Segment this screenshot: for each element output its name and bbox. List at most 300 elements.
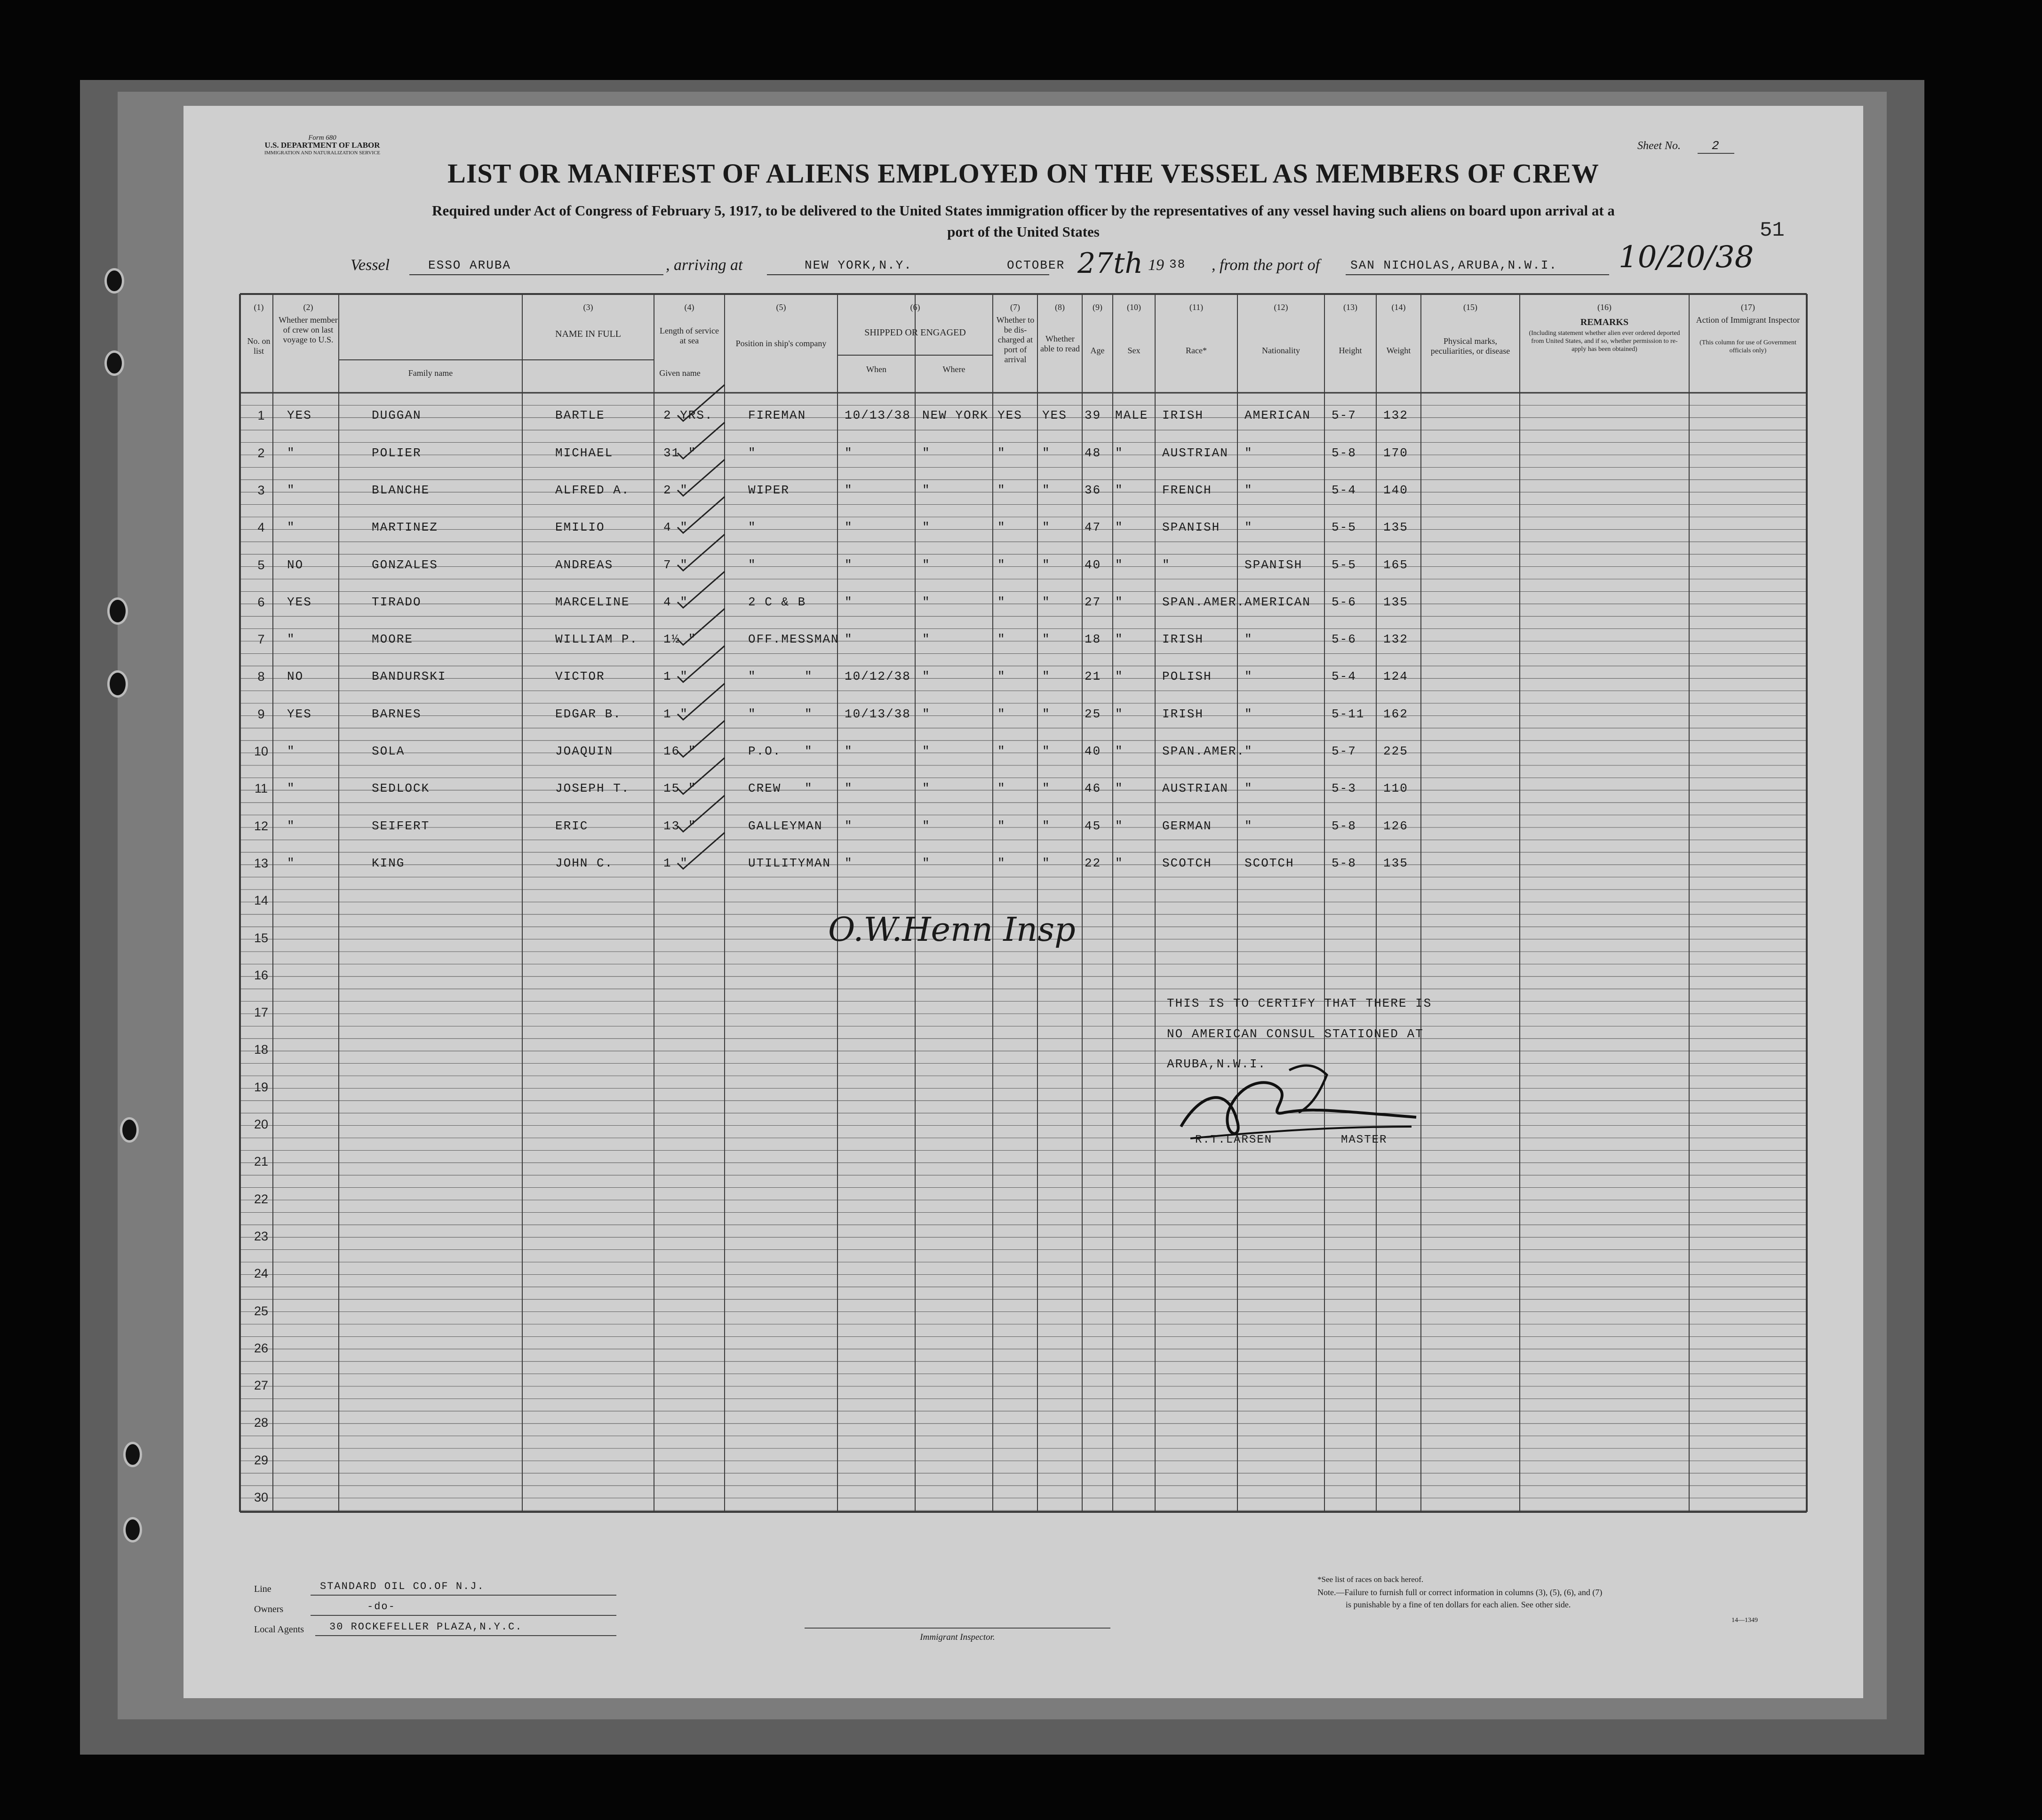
cell-no: 10 — [254, 744, 269, 758]
cell-height: 5-8 — [1332, 856, 1356, 870]
cell-sex: " — [1115, 632, 1124, 647]
cell-family: SOLA — [372, 744, 405, 758]
cell-when: " — [845, 781, 853, 796]
form-subtitle-1: Required under Act of Congress of February 5, 1917, to be delivered to the United States immigration officer by the representatives of any vessel having such aliens on board upon arrival at a — [432, 202, 1615, 219]
cell-no: 8 — [257, 669, 265, 684]
cell-position: " — [748, 445, 757, 460]
cell-where: " — [922, 669, 931, 684]
cell-height: 5-4 — [1332, 669, 1356, 684]
cell-position: " — [748, 669, 757, 684]
cell-where: " — [922, 819, 931, 833]
cell-crew: " — [287, 781, 295, 796]
cell-race: SCOTCH — [1162, 856, 1212, 870]
cell-family: BARNES — [372, 707, 422, 721]
cell-read: " — [1042, 781, 1051, 796]
cell-given: BARTLE — [555, 408, 605, 423]
cell-height: 5-4 — [1332, 483, 1356, 497]
cell-height: 5-5 — [1332, 557, 1356, 572]
certification-line-3: ARUBA,N.W.I. — [1167, 1057, 1267, 1071]
row-number: 16 — [254, 968, 269, 982]
cell-weight: 110 — [1383, 781, 1408, 796]
cell-nationality: AMERICAN — [1244, 595, 1311, 609]
cell-discharged: " — [997, 632, 1006, 647]
col17-label: Action of Immigrant Inspector — [1696, 315, 1800, 325]
line-label: Line — [254, 1584, 271, 1594]
inspector-label: Immigrant Inspector. — [920, 1632, 995, 1642]
col2-number: (2) — [303, 302, 313, 312]
cell-race: " — [1162, 557, 1171, 572]
cell-no: 4 — [257, 520, 265, 535]
cell-weight: 126 — [1383, 819, 1408, 833]
col9-number: (9) — [1093, 302, 1102, 312]
col15-label: Physical marks, peculiarities, or disease — [1430, 336, 1510, 356]
arrival-month: OCTOBER — [1007, 258, 1065, 272]
cell-service: 1 " — [663, 669, 688, 684]
cell-sex: " — [1115, 781, 1124, 796]
cell-where: " — [922, 744, 931, 758]
cell-where: NEW YORK — [922, 408, 989, 423]
cell-discharged: " — [997, 557, 1006, 572]
cell-family: MARTINEZ — [372, 520, 438, 535]
cell-race: AUSTRIAN — [1162, 445, 1228, 460]
col3-number: (3) — [583, 302, 593, 312]
line-value: STANDARD OIL CO.OF N.J. — [320, 1581, 485, 1592]
cell-crew: " — [287, 520, 295, 535]
cell-read: " — [1042, 445, 1051, 460]
row-number: 23 — [254, 1229, 269, 1243]
cell-weight: 132 — [1383, 408, 1408, 423]
row-number: 15 — [254, 930, 269, 945]
cell-age: 25 — [1085, 707, 1101, 721]
cell-sex: " — [1115, 707, 1124, 721]
cell-discharged: " — [997, 520, 1006, 535]
col1-label: No. on list — [247, 336, 271, 356]
cell-race: SPANISH — [1162, 520, 1220, 535]
cell-read: " — [1042, 856, 1051, 870]
row-number: 17 — [254, 1005, 269, 1020]
cell-height: 5-11 — [1332, 707, 1365, 721]
cell-weight: 135 — [1383, 595, 1408, 609]
col17-sub: (This column for use of Government officials only) — [1699, 339, 1796, 354]
cell-read: " — [1042, 669, 1051, 684]
cell-race: IRISH — [1162, 408, 1204, 423]
cell-family: SEDLOCK — [372, 781, 430, 796]
cell-height: 5-8 — [1332, 445, 1356, 460]
cell-service: 1 " — [663, 856, 688, 870]
departure-port: SAN NICHOLAS,ARUBA,N.W.I. — [1350, 258, 1558, 272]
owners-value: -do- — [367, 1601, 396, 1613]
col3-label: NAME IN FULL — [555, 329, 621, 339]
col3-given: Given name — [659, 368, 701, 378]
cell-read: " — [1042, 744, 1051, 758]
cell-nationality: AMERICAN — [1244, 408, 1311, 423]
cell-sex: MALE — [1115, 408, 1149, 423]
cell-read: " — [1042, 520, 1051, 535]
binder-ring — [107, 670, 128, 698]
form-title: LIST OR MANIFEST OF ALIENS EMPLOYED ON THE VESSEL AS MEMBERS OF CREW — [447, 158, 1599, 189]
inspector-note: O.W.Henn Insp — [828, 910, 1076, 949]
cell-race: IRISH — [1162, 632, 1204, 647]
row-number: 20 — [254, 1117, 269, 1131]
cell-race: POLISH — [1162, 669, 1212, 684]
cell-position: UTILITYMAN — [748, 856, 831, 870]
cell-position: " — [748, 557, 757, 572]
cell-family: SEIFERT — [372, 819, 430, 833]
cell-where: " — [922, 557, 931, 572]
cell-position: FIREMAN — [748, 408, 806, 423]
col10-label: Sex — [1127, 346, 1141, 355]
cell-when: " — [845, 520, 853, 535]
cell-sex: " — [1115, 744, 1124, 758]
cell-sex: " — [1115, 595, 1124, 609]
cell-family: DUGGAN — [372, 408, 422, 423]
cell-when: " — [845, 595, 853, 609]
col17-number: (17) — [1741, 302, 1755, 312]
vessel-label: Vessel — [351, 256, 390, 274]
cell-no: 9 — [257, 707, 265, 721]
cell-height: 5-5 — [1332, 520, 1356, 535]
row-number: 24 — [254, 1266, 269, 1281]
col3-family: Family name — [408, 368, 453, 378]
cell-read: " — [1042, 483, 1051, 497]
col7-label: Whether to be dis-charged at port of arrival — [996, 315, 1035, 364]
cell-when: " — [845, 856, 853, 870]
form-number: Form 680 — [308, 134, 336, 142]
handwritten-date: 10/20/38 — [1619, 240, 1754, 275]
col8-number: (8) — [1055, 302, 1065, 312]
manifest-sheet — [183, 106, 1863, 1698]
cell-given: MARCELINE — [555, 595, 630, 609]
col13-label: Height — [1339, 346, 1362, 355]
cell-weight: 132 — [1383, 632, 1408, 647]
col4-number: (4) — [684, 302, 694, 312]
col7-number: (7) — [1010, 302, 1020, 312]
cell-given: EMILIO — [555, 520, 605, 535]
cell-age: 36 — [1085, 483, 1101, 497]
cell-crew: NO — [287, 669, 304, 684]
cell-nationality: SPANISH — [1244, 557, 1303, 572]
line-underline — [311, 1595, 616, 1596]
cell-race: AUSTRIAN — [1162, 781, 1228, 796]
form-subtitle-2: port of the United States — [947, 223, 1100, 240]
cell-crew: " — [287, 819, 295, 833]
cell-position: OFF.MESSMAN — [748, 632, 839, 647]
cell-where: " — [922, 781, 931, 796]
cell-when: " — [845, 557, 853, 572]
col16-label: REMARKS — [1580, 317, 1629, 327]
cell-pos-extra: " — [805, 744, 813, 758]
binder-ring — [104, 350, 124, 376]
cell-position: CREW — [748, 781, 782, 796]
check-mark-icon — [673, 606, 729, 649]
cell-height: 5-7 — [1332, 744, 1356, 758]
cell-when: " — [845, 632, 853, 647]
year-prefix: 19 — [1148, 256, 1164, 274]
cell-given: JOAQUIN — [555, 744, 614, 758]
cell-given: VICTOR — [555, 669, 605, 684]
sheet-number: 2 — [1698, 139, 1734, 154]
cell-family: TIRADO — [372, 595, 422, 609]
col13-number: (13) — [1343, 302, 1357, 312]
cell-nationality: " — [1244, 669, 1253, 684]
binder-ring — [107, 597, 128, 625]
cell-service: 2 YRS. — [663, 408, 713, 423]
check-mark-icon — [673, 644, 729, 686]
col16-number: (16) — [1597, 302, 1611, 312]
cell-crew: " — [287, 445, 295, 460]
row-number: 22 — [254, 1192, 269, 1206]
cell-weight: 135 — [1383, 520, 1408, 535]
cell-given: ALFRED A. — [555, 483, 630, 497]
certification-line-1: THIS IS TO CERTIFY THAT THERE IS — [1167, 996, 1432, 1010]
cell-race: SPAN.AMER. — [1162, 744, 1245, 758]
cell-service: 15 " — [663, 781, 697, 796]
cell-crew: YES — [287, 707, 312, 721]
check-mark-icon — [673, 830, 729, 873]
inspector-signature-line — [805, 1628, 1110, 1629]
cell-height: 5-6 — [1332, 632, 1356, 647]
col1-number: (1) — [254, 302, 264, 312]
col12-number: (12) — [1274, 302, 1288, 312]
cell-crew: YES — [287, 408, 312, 423]
binder-ring — [123, 1442, 142, 1467]
cell-weight: 135 — [1383, 856, 1408, 870]
certification-line-2: NO AMERICAN CONSUL STATIONED AT — [1167, 1027, 1424, 1041]
cell-nationality: " — [1244, 445, 1253, 460]
cell-sex: " — [1115, 445, 1124, 460]
check-mark-icon — [673, 382, 729, 425]
cell-race: GERMAN — [1162, 819, 1212, 833]
cell-service: 1 " — [663, 707, 688, 721]
col6-where: Where — [942, 365, 965, 374]
cell-no: 12 — [254, 819, 269, 833]
cell-nationality: " — [1244, 520, 1253, 535]
cell-when: " — [845, 744, 853, 758]
row-number: 27 — [254, 1378, 269, 1393]
cell-crew: NO — [287, 557, 304, 572]
fine-note-2: is punishable by a fine of ten dollars for each alien. See other side. — [1346, 1600, 1571, 1609]
cell-when: 10/12/38 — [845, 669, 911, 684]
binder-ring — [123, 1517, 142, 1542]
col16-sub: (Including statement whether alien ever ordered deported from United States, and if so, whether permission to re-apply has been obtained) — [1529, 330, 1680, 353]
arrival-year: 38 — [1169, 257, 1186, 271]
cell-no: 13 — [254, 856, 269, 870]
cell-family: GONZALES — [372, 557, 438, 572]
cell-discharged: " — [997, 781, 1006, 796]
cell-weight: 225 — [1383, 744, 1408, 758]
cell-height: 5-3 — [1332, 781, 1356, 796]
cell-position: " — [748, 520, 757, 535]
cell-height: 5-8 — [1332, 819, 1356, 833]
signer-title: MASTER — [1341, 1134, 1388, 1146]
cell-when: 10/13/38 — [845, 408, 911, 423]
col2-label: Whether member of crew on last voyage to U.S. — [279, 315, 338, 344]
binder-ring — [104, 268, 124, 294]
cell-service: 31 " — [663, 445, 697, 460]
cell-no: 1 — [257, 408, 265, 423]
col5-label: Position in ship's company — [735, 339, 827, 348]
cell-sex: " — [1115, 856, 1124, 870]
cell-crew: " — [287, 483, 295, 497]
cell-where: " — [922, 707, 931, 721]
cell-when: " — [845, 819, 853, 833]
cell-weight: 162 — [1383, 707, 1408, 721]
cell-read: " — [1042, 632, 1051, 647]
sheet-label: Sheet No. — [1637, 140, 1681, 152]
cell-age: 18 — [1085, 632, 1101, 647]
col10-number: (10) — [1127, 302, 1141, 312]
vessel-name: ESSO ARUBA — [428, 258, 511, 272]
cell-given: WILLIAM P. — [555, 632, 638, 647]
cell-read: YES — [1042, 408, 1067, 423]
cell-where: " — [922, 595, 931, 609]
cell-crew: YES — [287, 595, 312, 609]
check-mark-icon — [673, 681, 729, 723]
page-stamp: 51 — [1760, 219, 1785, 242]
binder-ring — [120, 1117, 139, 1143]
cell-age: 45 — [1085, 819, 1101, 833]
cell-nationality: " — [1244, 744, 1253, 758]
col15-number: (15) — [1463, 302, 1477, 312]
cell-age: 48 — [1085, 445, 1101, 460]
cell-where: " — [922, 445, 931, 460]
cell-nationality: " — [1244, 819, 1253, 833]
cell-nationality: " — [1244, 707, 1253, 721]
cell-weight: 140 — [1383, 483, 1408, 497]
cell-race: IRISH — [1162, 707, 1204, 721]
arrival-day: 27th — [1077, 247, 1143, 280]
cell-read: " — [1042, 557, 1051, 572]
cell-height: 5-6 — [1332, 595, 1356, 609]
cell-where: " — [922, 483, 931, 497]
cell-discharged: " — [997, 669, 1006, 684]
cell-crew: " — [287, 856, 295, 870]
cell-family: BLANCHE — [372, 483, 430, 497]
cell-discharged: " — [997, 819, 1006, 833]
cell-crew: " — [287, 632, 295, 647]
races-note: *See list of races on back hereof. — [1317, 1575, 1424, 1584]
cell-nationality: " — [1244, 483, 1253, 497]
cell-service: 1½ " — [663, 632, 697, 647]
cell-sex: " — [1115, 819, 1124, 833]
check-mark-icon — [673, 793, 729, 835]
cell-discharged: " — [997, 744, 1006, 758]
cell-no: 7 — [257, 632, 265, 647]
cell-position: P.O. — [748, 744, 782, 758]
cell-age: 47 — [1085, 520, 1101, 535]
cell-no: 2 — [257, 445, 265, 460]
cell-service: 4 " — [663, 520, 688, 535]
cell-nationality: " — [1244, 632, 1253, 647]
cell-position: WIPER — [748, 483, 790, 497]
cell-no: 3 — [257, 483, 265, 497]
cell-crew: " — [287, 744, 295, 758]
col11-number: (11) — [1189, 302, 1204, 312]
col12-label: Nationality — [1262, 346, 1300, 355]
cell-nationality: SCOTCH — [1244, 856, 1294, 870]
cell-position: GALLEYMAN — [748, 819, 823, 833]
cell-sex: " — [1115, 483, 1124, 497]
fine-note-1: Note.—Failure to furnish full or correct information in columns (3), (5), (6), and (7) — [1317, 1588, 1603, 1597]
cell-weight: 165 — [1383, 557, 1408, 572]
from-port-label: , from the port of — [1212, 256, 1320, 274]
row-number: 29 — [254, 1453, 269, 1467]
cell-height: 5-7 — [1332, 408, 1356, 423]
row-number: 19 — [254, 1080, 269, 1094]
cell-read: " — [1042, 707, 1051, 721]
col6-number: (6) — [910, 302, 920, 312]
cell-pos-extra: " — [805, 707, 813, 721]
check-mark-icon — [673, 755, 729, 798]
cell-where: " — [922, 520, 931, 535]
col14-label: Weight — [1386, 346, 1411, 355]
col14-number: (14) — [1391, 302, 1406, 312]
cell-position: 2 C & B — [748, 595, 806, 609]
check-mark-icon — [673, 457, 729, 500]
cell-given: JOSEPH T. — [555, 781, 630, 796]
cell-sex: " — [1115, 669, 1124, 684]
col4-label: Length of service at sea — [660, 326, 719, 345]
cell-given: EDGAR B. — [555, 707, 622, 721]
col9-label: Age — [1090, 346, 1105, 355]
cell-when: 10/13/38 — [845, 707, 911, 721]
col6-label: SHIPPED OR ENGAGED — [864, 327, 966, 338]
cell-sex: " — [1115, 520, 1124, 535]
cell-discharged: " — [997, 856, 1006, 870]
cell-service: 4 " — [663, 595, 688, 609]
cell-discharged: " — [997, 707, 1006, 721]
cell-discharged: YES — [997, 408, 1022, 423]
row-number: 21 — [254, 1154, 269, 1169]
signer-name: R.T.LARSEN — [1195, 1134, 1273, 1146]
col5-number: (5) — [776, 302, 786, 312]
check-mark-icon — [673, 569, 729, 612]
cell-family: POLIER — [372, 445, 422, 460]
cell-given: ANDREAS — [555, 557, 614, 572]
cell-age: 22 — [1085, 856, 1101, 870]
department: U.S. DEPARTMENT OF LABOR — [264, 141, 380, 150]
cell-no: 11 — [254, 781, 268, 796]
row-number: 28 — [254, 1415, 269, 1430]
cell-weight: 124 — [1383, 669, 1408, 684]
cell-read: " — [1042, 595, 1051, 609]
agents-underline — [315, 1635, 616, 1636]
cell-service: 13 " — [663, 819, 697, 833]
print-code: 14—1349 — [1731, 1617, 1758, 1624]
cell-pos-extra: " — [805, 669, 813, 684]
cell-family: KING — [372, 856, 405, 870]
cell-service: 7 " — [663, 557, 688, 572]
cell-discharged: " — [997, 483, 1006, 497]
cell-race: FRENCH — [1162, 483, 1212, 497]
agents-value: 30 ROCKEFELLER PLAZA,N.Y.C. — [329, 1621, 523, 1633]
agents-label: Local Agents — [254, 1624, 304, 1635]
cell-family: BANDURSKI — [372, 669, 447, 684]
owners-label: Owners — [254, 1604, 284, 1614]
cell-weight: 170 — [1383, 445, 1408, 460]
row-number: 26 — [254, 1341, 269, 1355]
cell-race: SPAN.AMER. — [1162, 595, 1245, 609]
service: IMMIGRATION AND NATURALIZATION SERVICE — [264, 150, 381, 156]
cell-given: ERIC — [555, 819, 589, 833]
owners-underline — [311, 1615, 616, 1616]
cell-read: " — [1042, 819, 1051, 833]
cell-age: 21 — [1085, 669, 1101, 684]
cell-when: " — [845, 445, 853, 460]
row-number: 25 — [254, 1303, 269, 1318]
cell-given: MICHAEL — [555, 445, 614, 460]
cell-family: MOORE — [372, 632, 414, 647]
